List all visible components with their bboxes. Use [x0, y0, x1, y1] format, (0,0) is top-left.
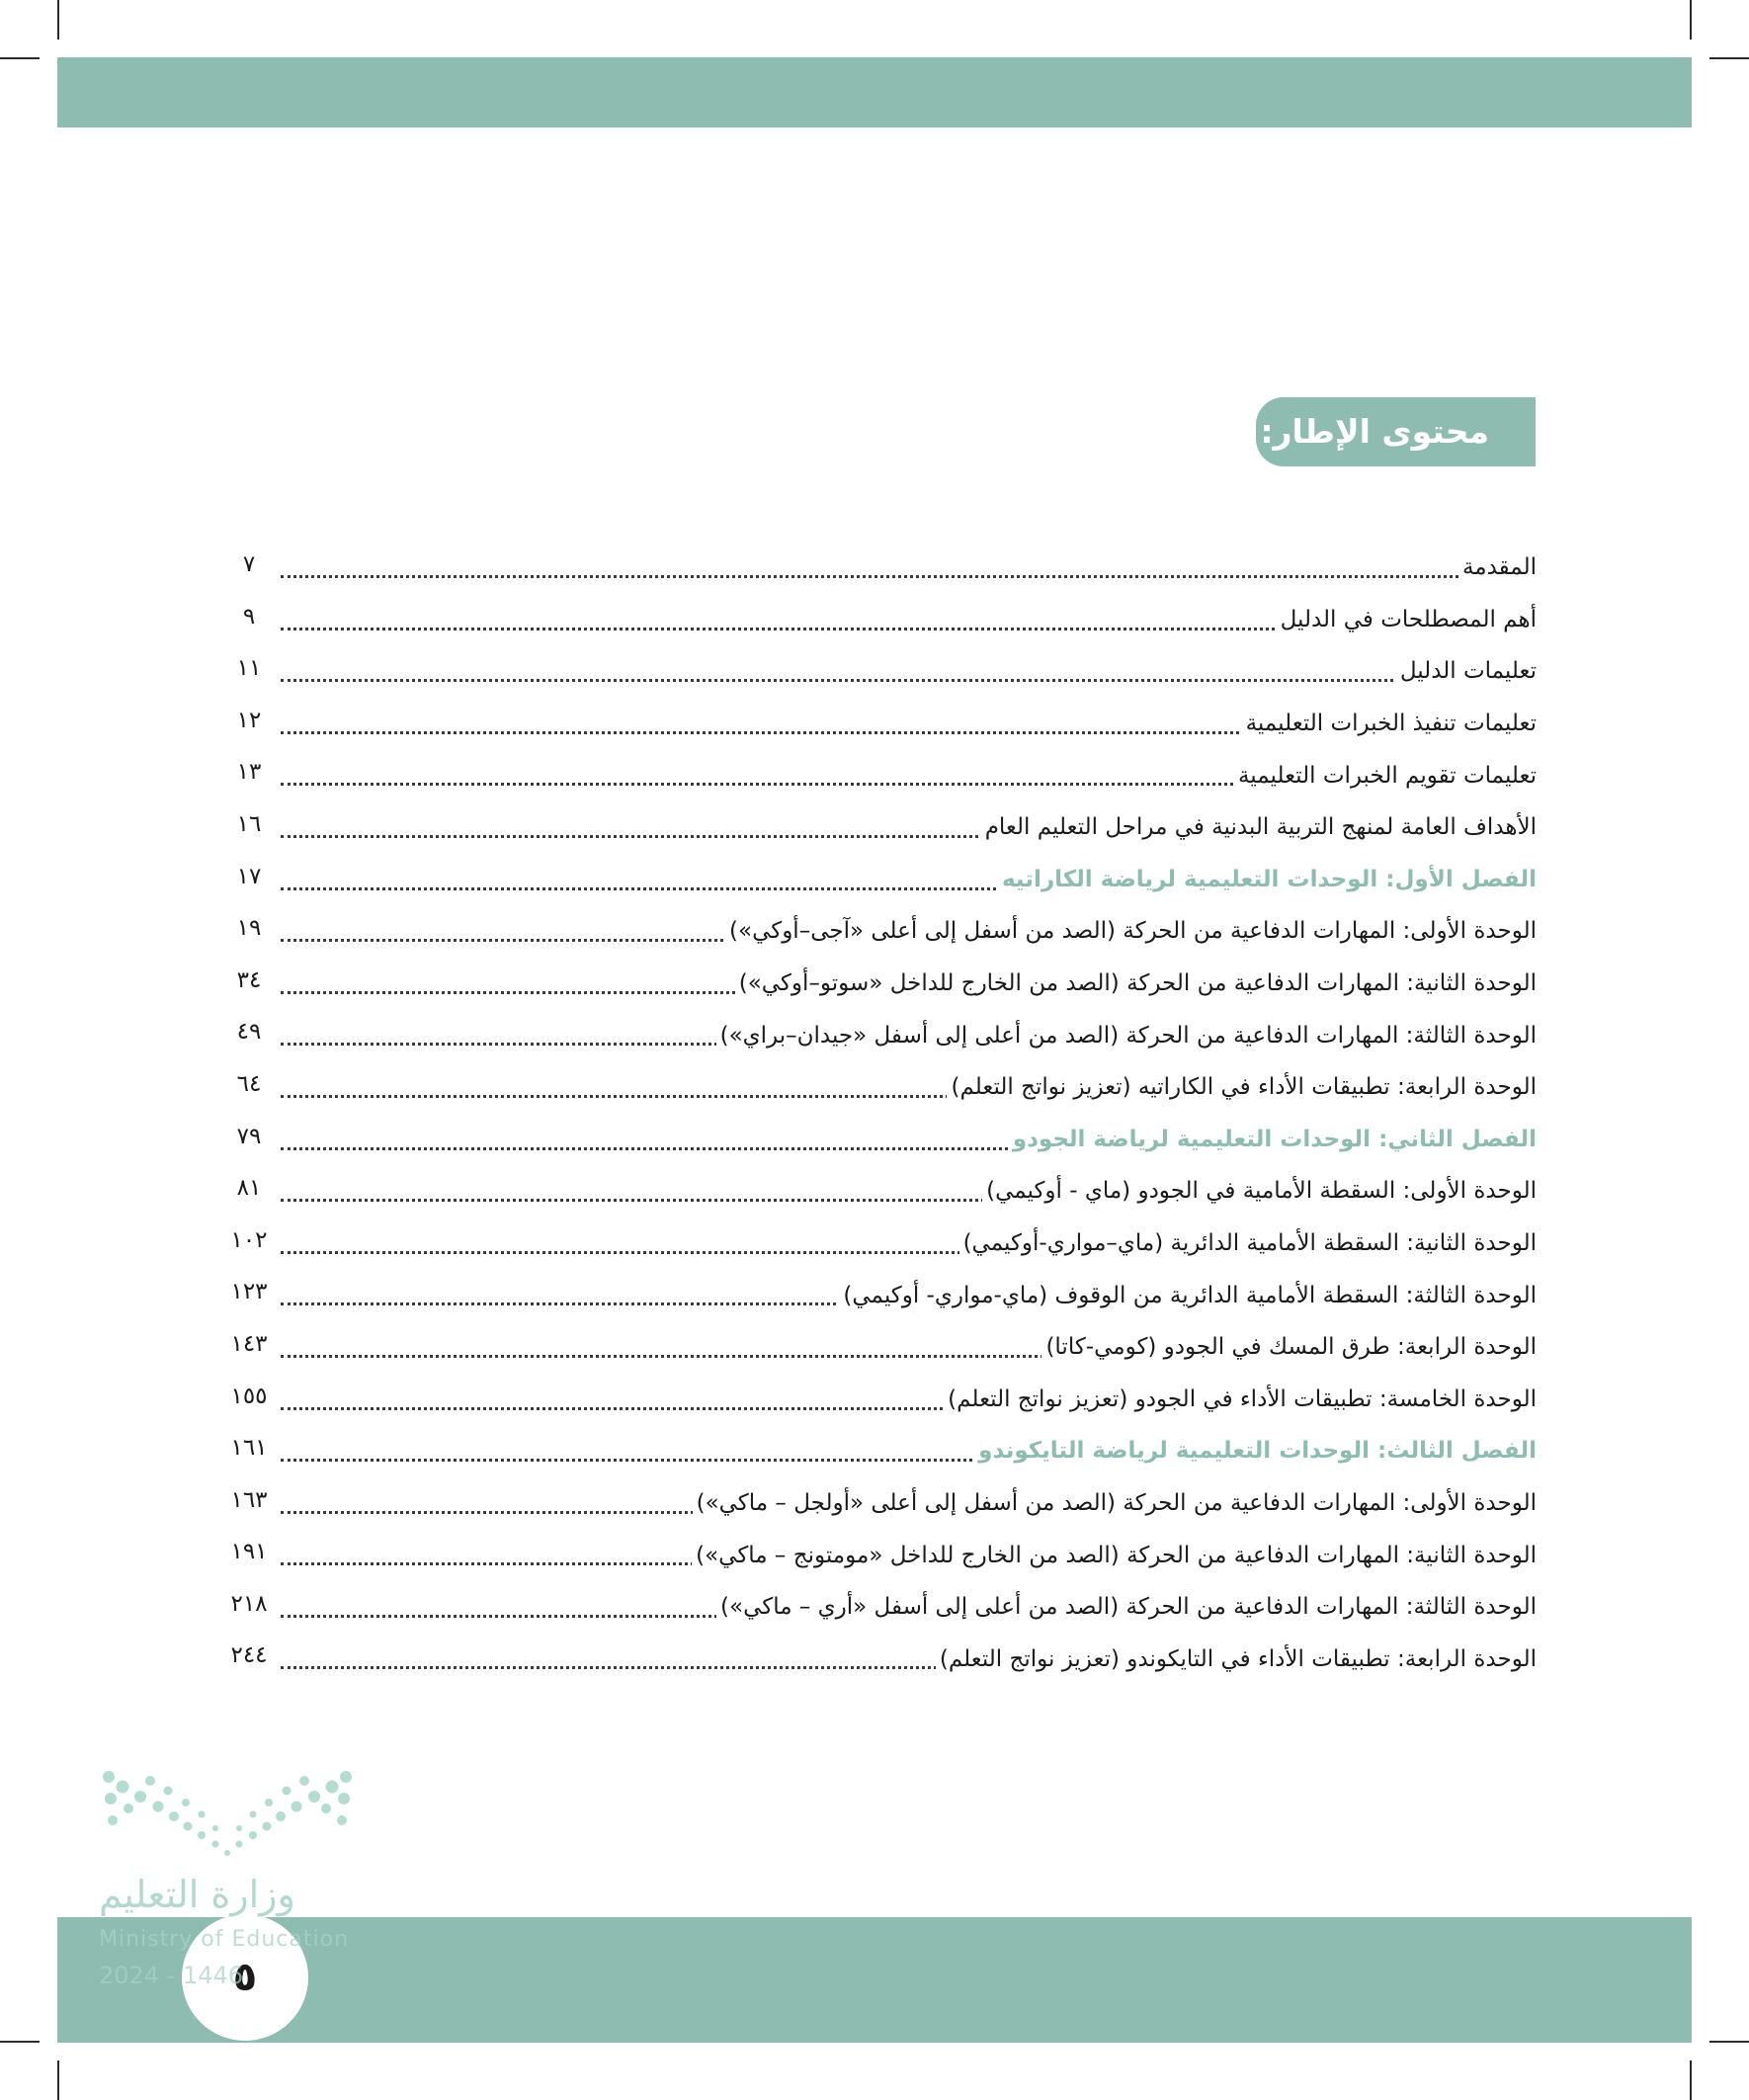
- crop-mark: [1709, 2041, 1749, 2043]
- toc-entry-label: الفصل الثاني: الوحدات التعليمية لرياضة الجودو: [1009, 1127, 1537, 1152]
- toc-chapter-row[interactable]: [229, 1114, 1537, 1166]
- toc-page-number: ١٦٣: [230, 1486, 268, 1513]
- toc-row[interactable]: [229, 905, 1537, 958]
- toc-row[interactable]: [229, 1061, 1537, 1114]
- logo-arabic-text: وزارة التعليم: [99, 1873, 295, 1916]
- page-number: ٥: [182, 1914, 308, 2041]
- toc-row[interactable]: [229, 1009, 1537, 1061]
- toc-page-number: ٢١٨: [230, 1590, 268, 1617]
- toc-entry-label: تعليمات تنفيذ الخبرات التعليمية: [1242, 711, 1537, 736]
- toc-entry-label: الوحدة الأولى: السقطة الأمامية في الجودو (ماي - أوكيمي): [982, 1178, 1537, 1204]
- toc-entry-label: الفصل الثالث: الوحدات التعليمية لرياضة التايكوندو: [974, 1438, 1537, 1464]
- toc-page-number: ٩: [229, 604, 269, 630]
- toc-row[interactable]: [229, 801, 1537, 854]
- toc-row[interactable]: [229, 645, 1537, 698]
- toc-page-number: ٦٤: [229, 1071, 269, 1097]
- toc-entry-label: الوحدة الأولى: المهارات الدفاعية من الحركة (الصد من أسفل إلى أعلى «آجى–أوكي»): [725, 918, 1537, 944]
- toc-page-number: ١٦١: [230, 1435, 268, 1462]
- toc-page-number: ١٥٥: [230, 1383, 268, 1409]
- toc-row[interactable]: [229, 1269, 1537, 1321]
- table-of-contents: [229, 542, 1537, 1685]
- crop-mark: [0, 57, 40, 59]
- toc-row[interactable]: [229, 594, 1537, 646]
- toc-row[interactable]: [229, 1218, 1537, 1270]
- crop-mark: [57, 2060, 59, 2100]
- toc-page-number: ١٩١: [230, 1539, 268, 1565]
- ministry-logo: [99, 1769, 366, 1858]
- toc-entry-label: الوحدة الثالثة: السقطة الأمامية الدائرية من الوقوف (ماي-مواري- أوكيمي): [839, 1283, 1537, 1308]
- toc-row[interactable]: [229, 1165, 1537, 1218]
- toc-entry-label: الوحدة الرابعة: طرق المسك في الجودو (كومي-كاتا): [1041, 1334, 1537, 1360]
- header-band: [57, 57, 1692, 127]
- toc-entry-label: الوحدة الثالثة: المهارات الدفاعية من الحركة (الصد من أعلى إلى أسفل «أري – ماكي»): [716, 1594, 1537, 1620]
- section-title: محتوى الإطار:: [1256, 397, 1536, 466]
- toc-page-number: ١٩: [229, 915, 269, 941]
- toc-chapter-row[interactable]: [229, 854, 1537, 906]
- toc-entry-label: الوحدة الرابعة: تطبيقات الأداء في التايكوندو (تعزيز نواتج التعلم): [936, 1646, 1537, 1672]
- toc-page-number: ٧: [229, 551, 269, 577]
- dot-leader: [281, 679, 1537, 682]
- toc-entry-label: الوحدة الرابعة: تطبيقات الأداء في الكاراتيه (تعزيز نواتج التعلم): [947, 1074, 1537, 1100]
- toc-entry-label: الوحدة الأولى: المهارات الدفاعية من الحركة (الصد من أسفل إلى أعلى «أولجل – ماكي»): [693, 1490, 1537, 1516]
- toc-entry-label: المقدمة: [1458, 554, 1537, 580]
- toc-row[interactable]: [229, 1321, 1537, 1374]
- logo-english-text: Ministry of Education: [99, 1927, 350, 1952]
- toc-page-number: ١٤٣: [230, 1330, 268, 1357]
- toc-page-number: ٤٩: [229, 1019, 269, 1045]
- toc-entry-label: الفصل الأول: الوحدات التعليمية لرياضة الكاراتيه: [998, 867, 1537, 892]
- crop-mark: [0, 2041, 40, 2043]
- toc-chapter-row[interactable]: [229, 1425, 1537, 1477]
- toc-page-number: ١٠٢: [230, 1226, 268, 1253]
- toc-entry-label: أهم المصطلحات في الدليل: [1277, 607, 1537, 632]
- crop-mark: [1690, 0, 1692, 40]
- crop-mark: [1709, 57, 1749, 59]
- toc-entry-label: الوحدة الثانية: السقطة الأمامية الدائرية (ماي–مواري-أوكيمي): [959, 1230, 1537, 1256]
- toc-page-number: ١٢٣: [230, 1279, 268, 1305]
- toc-row[interactable]: [229, 698, 1537, 750]
- toc-entry-label: الوحدة الثانية: المهارات الدفاعية من الحركة (الصد من الخارج للداخل «مومتونج – ماكي»): [692, 1543, 1537, 1568]
- logo-dots-icon: [99, 1769, 366, 1858]
- toc-row[interactable]: [229, 1633, 1537, 1685]
- toc-page-number: ١٣: [229, 759, 269, 785]
- toc-page-number: ٨١: [229, 1175, 269, 1201]
- toc-entry-label: الوحدة الثانية: المهارات الدفاعية من الحركة (الصد من الخارج للداخل «سوتو–أوكي»): [735, 970, 1537, 996]
- dot-leader: [281, 575, 1537, 578]
- toc-row[interactable]: [229, 1374, 1537, 1426]
- toc-page-number: ٣٤: [229, 967, 269, 993]
- toc-row[interactable]: [229, 542, 1537, 594]
- toc-row[interactable]: [229, 958, 1537, 1010]
- toc-page-number: ١٧: [229, 864, 269, 889]
- toc-entry-label: الأهداف العامة لمنهج التربية البدنية في مراحل التعليم العام: [981, 814, 1537, 840]
- toc-page-number: ١١: [229, 655, 269, 681]
- toc-row[interactable]: [229, 749, 1537, 801]
- toc-entry-label: تعليمات الدليل: [1396, 658, 1537, 684]
- toc-entry-label: الوحدة الخامسة: تطبيقات الأداء في الجودو (تعزيز نواتج التعلم): [944, 1386, 1537, 1412]
- toc-entry-label: الوحدة الثالثة: المهارات الدفاعية من الحركة (الصد من أعلى إلى أسفل «جيدان–براي»): [716, 1023, 1537, 1049]
- toc-page-number: ١٦: [229, 811, 269, 837]
- crop-mark: [1690, 2060, 1692, 2100]
- toc-row[interactable]: [229, 1529, 1537, 1581]
- toc-page-number: ٧٩: [229, 1124, 269, 1149]
- toc-row[interactable]: [229, 1581, 1537, 1634]
- toc-entry-label: تعليمات تقويم الخبرات التعليمية: [1234, 763, 1537, 789]
- toc-page-number: ٢٤٤: [230, 1642, 268, 1669]
- toc-page-number: ١٢: [229, 708, 269, 733]
- logo-year-text: 2024 - 1446: [99, 1962, 244, 1989]
- crop-mark: [57, 0, 59, 40]
- toc-row[interactable]: [229, 1477, 1537, 1530]
